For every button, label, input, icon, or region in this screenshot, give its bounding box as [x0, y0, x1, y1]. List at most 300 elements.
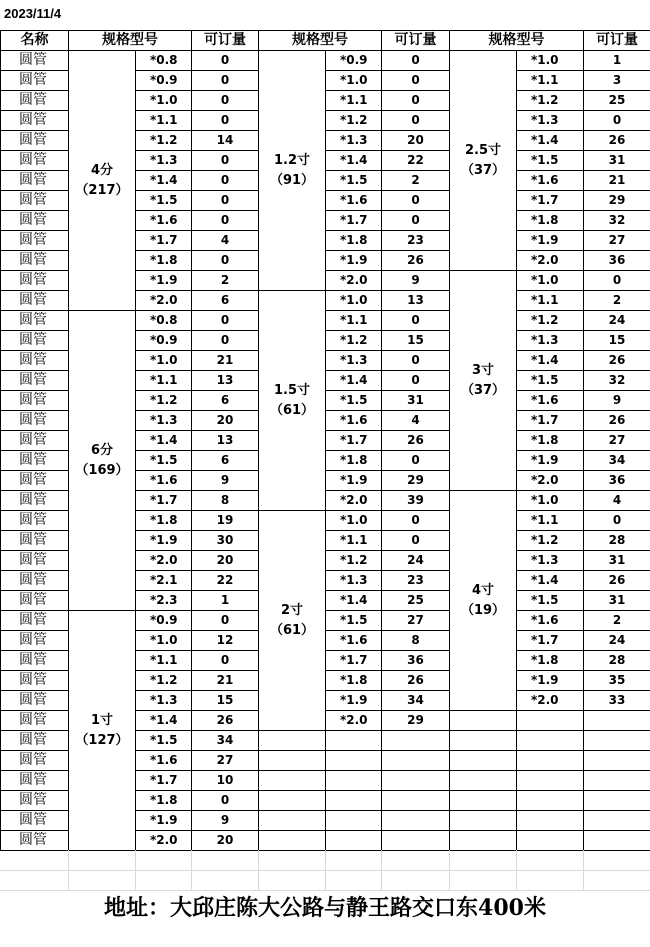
- qty-cell: 28: [584, 651, 650, 671]
- spec-cell: *1.2: [517, 91, 584, 111]
- qty-cell: 2: [584, 611, 650, 631]
- qty-cell: 29: [584, 191, 650, 211]
- spec-cell: *1.4: [136, 431, 192, 451]
- empty-cell: [517, 771, 584, 791]
- spec-cell: *1.4: [326, 591, 382, 611]
- item-name-cell: 圆管: [1, 231, 69, 251]
- item-name-cell: 圆管: [1, 331, 69, 351]
- spec-cell: *1.4: [517, 351, 584, 371]
- empty-cell: [382, 731, 450, 751]
- group-total: （217）: [69, 181, 135, 201]
- qty-cell: 0: [382, 191, 450, 211]
- group-label: 1.2寸: [259, 151, 325, 171]
- spec-cell: *2.0: [517, 251, 584, 271]
- spec-cell: *1.1: [136, 111, 192, 131]
- qty-cell: 0: [382, 511, 450, 531]
- empty-cell: [450, 771, 517, 791]
- spec-cell: *1.0: [136, 631, 192, 651]
- spec-cell: *0.8: [136, 51, 192, 71]
- empty-cell: [326, 771, 382, 791]
- spec-cell: *2.0: [136, 291, 192, 311]
- qty-cell: 15: [584, 331, 650, 351]
- spec-cell: *1.8: [136, 791, 192, 811]
- header-spec-2: 规格型号: [259, 31, 382, 51]
- empty-cell: [259, 811, 326, 831]
- item-name-cell: 圆管: [1, 511, 69, 531]
- spec-cell: *1.3: [326, 351, 382, 371]
- spec-cell: *0.9: [136, 611, 192, 631]
- item-name-cell: 圆管: [1, 171, 69, 191]
- qty-cell: 0: [192, 251, 259, 271]
- item-name-cell: 圆管: [1, 711, 69, 731]
- spec-cell: *1.4: [326, 371, 382, 391]
- qty-cell: 4: [382, 411, 450, 431]
- spec-cell: *1.7: [517, 631, 584, 651]
- qty-cell: 27: [584, 231, 650, 251]
- qty-cell: 0: [192, 211, 259, 231]
- spec-cell: *1.5: [136, 451, 192, 471]
- spec-cell: *1.9: [136, 811, 192, 831]
- empty-cell: [382, 811, 450, 831]
- spec-cell: *1.1: [136, 651, 192, 671]
- qty-cell: 24: [584, 631, 650, 651]
- spec-cell: *1.5: [326, 391, 382, 411]
- spec-cell: *1.6: [136, 471, 192, 491]
- spec-cell: *1.5: [517, 371, 584, 391]
- item-name-cell: 圆管: [1, 571, 69, 591]
- qty-cell: 34: [584, 451, 650, 471]
- spec-cell: *1.7: [517, 191, 584, 211]
- spec-cell: *1.9: [136, 271, 192, 291]
- group-label: 3寸: [450, 361, 516, 381]
- spec-cell: *1.5: [136, 191, 192, 211]
- qty-cell: 15: [382, 331, 450, 351]
- qty-cell: 33: [584, 691, 650, 711]
- qty-cell: 20: [192, 411, 259, 431]
- qty-cell: 20: [192, 551, 259, 571]
- qty-cell: 0: [192, 91, 259, 111]
- qty-cell: 25: [382, 591, 450, 611]
- spec-cell: *2.0: [517, 471, 584, 491]
- empty-cell: [450, 811, 517, 831]
- spec-cell: *1.4: [136, 171, 192, 191]
- spec-cell: *1.2: [136, 671, 192, 691]
- item-name-cell: 圆管: [1, 451, 69, 471]
- qty-cell: 0: [382, 351, 450, 371]
- empty-cell: [450, 751, 517, 771]
- spec-cell: *1.3: [517, 331, 584, 351]
- qty-cell: 9: [192, 811, 259, 831]
- table-row: [1, 611, 650, 631]
- group-total: （19）: [450, 601, 516, 621]
- spec-cell: *1.8: [517, 651, 584, 671]
- qty-cell: 21: [192, 671, 259, 691]
- qty-cell: 6: [192, 451, 259, 471]
- address-line: 地址：大邱庄陈大公路与静王路交口东400米: [0, 890, 650, 947]
- qty-cell: 13: [192, 431, 259, 451]
- spec-cell: *1.9: [326, 251, 382, 271]
- item-name-cell: 圆管: [1, 611, 69, 631]
- item-name-cell: 圆管: [1, 731, 69, 751]
- spec-cell: *1.8: [326, 231, 382, 251]
- group-total: （127）: [69, 731, 135, 751]
- spec-cell: *1.0: [326, 71, 382, 91]
- group-label: 2寸: [259, 601, 325, 621]
- group-total: （91）: [259, 171, 325, 191]
- qty-cell: 26: [192, 711, 259, 731]
- item-name-cell: 圆管: [1, 71, 69, 91]
- qty-cell: 25: [584, 91, 650, 111]
- item-name-cell: 圆管: [1, 431, 69, 451]
- spec-cell: *1.3: [326, 131, 382, 151]
- spec-cell: *1.0: [517, 51, 584, 71]
- spec-cell: *1.6: [326, 411, 382, 431]
- item-name-cell: 圆管: [1, 51, 69, 71]
- spec-cell: *0.8: [136, 311, 192, 331]
- spec-cell: *1.7: [136, 231, 192, 251]
- qty-cell: 0: [382, 91, 450, 111]
- header-qty-3: 可订量: [584, 31, 650, 51]
- spec-cell: *1.4: [517, 131, 584, 151]
- group-size-cell: [450, 491, 517, 711]
- qty-cell: 19: [192, 511, 259, 531]
- qty-cell: 12: [192, 631, 259, 651]
- spec-cell: *1.8: [136, 251, 192, 271]
- item-name-cell: 圆管: [1, 671, 69, 691]
- qty-cell: 0: [382, 211, 450, 231]
- qty-cell: 34: [192, 731, 259, 751]
- spec-cell: *0.9: [326, 51, 382, 71]
- group-label: 6分: [69, 441, 135, 461]
- item-name-cell: 圆管: [1, 831, 69, 851]
- item-name-cell: 圆管: [1, 111, 69, 131]
- qty-cell: 0: [382, 51, 450, 71]
- qty-cell: 24: [584, 311, 650, 331]
- spec-cell: *1.3: [136, 691, 192, 711]
- empty-cell: [517, 711, 584, 731]
- qty-cell: 31: [584, 151, 650, 171]
- spec-cell: *1.7: [326, 431, 382, 451]
- qty-cell: 26: [584, 571, 650, 591]
- empty-cell: [382, 831, 450, 851]
- group-size-cell: [450, 271, 517, 491]
- item-name-cell: 圆管: [1, 751, 69, 771]
- spec-cell: *0.9: [136, 71, 192, 91]
- item-name-cell: 圆管: [1, 91, 69, 111]
- group-size-cell: [259, 511, 326, 731]
- group-size-cell: [450, 51, 517, 271]
- qty-cell: 31: [382, 391, 450, 411]
- spec-cell: *1.2: [517, 311, 584, 331]
- empty-cell: [326, 831, 382, 851]
- empty-cell: [584, 831, 650, 851]
- spec-cell: *1.3: [517, 111, 584, 131]
- qty-cell: 6: [192, 291, 259, 311]
- spec-cell: *1.0: [136, 351, 192, 371]
- item-name-cell: 圆管: [1, 531, 69, 551]
- spec-cell: *1.6: [326, 191, 382, 211]
- qty-cell: 27: [192, 751, 259, 771]
- spec-cell: *1.1: [136, 371, 192, 391]
- qty-cell: 32: [584, 211, 650, 231]
- spec-cell: *1.2: [326, 331, 382, 351]
- qty-cell: 8: [192, 491, 259, 511]
- spec-cell: *2.0: [326, 271, 382, 291]
- item-name-cell: 圆管: [1, 691, 69, 711]
- spec-cell: *2.0: [136, 551, 192, 571]
- spec-cell: *2.3: [136, 591, 192, 611]
- qty-cell: 22: [192, 571, 259, 591]
- qty-cell: 9: [584, 391, 650, 411]
- qty-cell: 36: [584, 251, 650, 271]
- qty-cell: 21: [192, 351, 259, 371]
- qty-cell: 30: [192, 531, 259, 551]
- spec-cell: *1.2: [136, 131, 192, 151]
- spec-cell: *1.1: [326, 531, 382, 551]
- qty-cell: 0: [192, 111, 259, 131]
- qty-cell: 21: [584, 171, 650, 191]
- spec-cell: *1.1: [517, 511, 584, 531]
- qty-cell: 26: [584, 131, 650, 151]
- qty-cell: 0: [192, 191, 259, 211]
- item-name-cell: 圆管: [1, 131, 69, 151]
- inventory-table: [0, 30, 650, 851]
- table-row: [1, 311, 650, 331]
- group-label: 1.5寸: [259, 381, 325, 401]
- qty-cell: 20: [192, 831, 259, 851]
- empty-cell: [584, 771, 650, 791]
- spec-cell: *1.9: [517, 451, 584, 471]
- spec-cell: *1.2: [136, 391, 192, 411]
- qty-cell: 0: [382, 451, 450, 471]
- item-name-cell: 圆管: [1, 151, 69, 171]
- spec-cell: *1.6: [326, 631, 382, 651]
- qty-cell: 10: [192, 771, 259, 791]
- spec-cell: *2.1: [136, 571, 192, 591]
- qty-cell: 32: [584, 371, 650, 391]
- spec-cell: *1.3: [326, 571, 382, 591]
- spec-cell: *1.9: [326, 691, 382, 711]
- spec-cell: *1.3: [136, 151, 192, 171]
- qty-cell: 0: [382, 71, 450, 91]
- qty-cell: 0: [382, 311, 450, 331]
- empty-cell: [584, 731, 650, 751]
- qty-cell: 8: [382, 631, 450, 651]
- spec-cell: *1.2: [326, 111, 382, 131]
- item-name-cell: 圆管: [1, 811, 69, 831]
- empty-cell: [517, 811, 584, 831]
- qty-cell: 13: [382, 291, 450, 311]
- spec-cell: *1.6: [136, 211, 192, 231]
- qty-cell: 0: [192, 611, 259, 631]
- spec-cell: *2.0: [517, 691, 584, 711]
- qty-cell: 6: [192, 391, 259, 411]
- item-name-cell: 圆管: [1, 351, 69, 371]
- qty-cell: 1: [584, 51, 650, 71]
- spec-cell: *1.3: [517, 551, 584, 571]
- qty-cell: 15: [192, 691, 259, 711]
- item-name-cell: 圆管: [1, 551, 69, 571]
- spec-cell: *1.8: [326, 671, 382, 691]
- spec-cell: *1.5: [326, 611, 382, 631]
- empty-cell: [517, 791, 584, 811]
- qty-cell: 28: [584, 531, 650, 551]
- qty-cell: 31: [584, 551, 650, 571]
- group-size-cell: [69, 611, 136, 851]
- group-total: （37）: [450, 161, 516, 181]
- item-name-cell: 圆管: [1, 291, 69, 311]
- group-total: （169）: [69, 461, 135, 481]
- spec-cell: *1.1: [326, 91, 382, 111]
- empty-cell: [584, 811, 650, 831]
- qty-cell: 35: [584, 671, 650, 691]
- item-name-cell: 圆管: [1, 211, 69, 231]
- spec-cell: *1.7: [517, 411, 584, 431]
- spec-cell: *1.7: [136, 771, 192, 791]
- group-size-cell: [69, 311, 136, 611]
- empty-cell: [517, 731, 584, 751]
- spec-cell: *2.0: [326, 711, 382, 731]
- spec-cell: *1.9: [326, 471, 382, 491]
- item-name-cell: 圆管: [1, 591, 69, 611]
- qty-cell: 0: [192, 791, 259, 811]
- empty-cell: [382, 771, 450, 791]
- empty-cell: [259, 831, 326, 851]
- qty-cell: 0: [382, 111, 450, 131]
- empty-grid-area: [0, 850, 650, 890]
- spec-cell: *1.5: [517, 591, 584, 611]
- spec-cell: *1.1: [517, 291, 584, 311]
- spec-cell: *1.8: [136, 511, 192, 531]
- qty-cell: 26: [382, 431, 450, 451]
- group-size-cell: [259, 291, 326, 511]
- empty-cell: [259, 771, 326, 791]
- empty-cell: [584, 791, 650, 811]
- qty-cell: 0: [584, 511, 650, 531]
- qty-cell: 23: [382, 231, 450, 251]
- item-name-cell: 圆管: [1, 771, 69, 791]
- qty-cell: 0: [192, 311, 259, 331]
- spec-cell: *1.8: [517, 211, 584, 231]
- qty-cell: 1: [192, 591, 259, 611]
- spec-cell: *2.0: [326, 491, 382, 511]
- group-label: 1寸: [69, 711, 135, 731]
- empty-cell: [326, 811, 382, 831]
- spec-cell: *0.9: [136, 331, 192, 351]
- qty-cell: 26: [584, 351, 650, 371]
- spec-cell: *1.1: [326, 311, 382, 331]
- group-label: 2.5寸: [450, 141, 516, 161]
- qty-cell: 24: [382, 551, 450, 571]
- qty-cell: 23: [382, 571, 450, 591]
- qty-cell: 29: [382, 471, 450, 491]
- qty-cell: 26: [584, 411, 650, 431]
- item-name-cell: 圆管: [1, 251, 69, 271]
- qty-cell: 39: [382, 491, 450, 511]
- qty-cell: 31: [584, 591, 650, 611]
- spec-cell: *1.9: [517, 671, 584, 691]
- qty-cell: 2: [192, 271, 259, 291]
- item-name-cell: 圆管: [1, 311, 69, 331]
- item-name-cell: 圆管: [1, 491, 69, 511]
- empty-cell: [259, 791, 326, 811]
- empty-cell: [584, 711, 650, 731]
- report-date: 2023/11/4: [4, 6, 61, 21]
- spec-cell: *1.3: [136, 411, 192, 431]
- spec-cell: *1.6: [517, 391, 584, 411]
- empty-cell: [584, 751, 650, 771]
- qty-cell: 9: [192, 471, 259, 491]
- header-spec-3: 规格型号: [450, 31, 584, 51]
- item-name-cell: 圆管: [1, 371, 69, 391]
- table-row: [1, 51, 650, 71]
- empty-cell: [450, 791, 517, 811]
- spec-cell: *1.6: [136, 751, 192, 771]
- group-size-cell: [259, 51, 326, 291]
- spec-cell: *1.6: [517, 611, 584, 631]
- spec-cell: *1.5: [136, 731, 192, 751]
- qty-cell: 27: [584, 431, 650, 451]
- header-qty-1: 可订量: [192, 31, 259, 51]
- qty-cell: 0: [192, 331, 259, 351]
- qty-cell: 0: [192, 71, 259, 91]
- item-name-cell: 圆管: [1, 471, 69, 491]
- qty-cell: 26: [382, 251, 450, 271]
- spec-cell: *1.4: [517, 571, 584, 591]
- group-label: 4分: [69, 161, 135, 181]
- header-name: 名称: [1, 31, 69, 51]
- qty-cell: 9: [382, 271, 450, 291]
- empty-cell: [517, 831, 584, 851]
- qty-cell: 36: [584, 471, 650, 491]
- qty-cell: 0: [382, 371, 450, 391]
- item-name-cell: 圆管: [1, 191, 69, 211]
- spec-cell: *1.1: [517, 71, 584, 91]
- qty-cell: 3: [584, 71, 650, 91]
- spec-cell: *1.5: [517, 151, 584, 171]
- qty-cell: 20: [382, 131, 450, 151]
- spec-cell: *1.7: [136, 491, 192, 511]
- group-total: （61）: [259, 621, 325, 641]
- qty-cell: 34: [382, 691, 450, 711]
- item-name-cell: 圆管: [1, 651, 69, 671]
- spec-cell: *1.0: [326, 291, 382, 311]
- empty-cell: [259, 751, 326, 771]
- empty-cell: [450, 711, 517, 731]
- empty-cell: [450, 831, 517, 851]
- qty-cell: 4: [192, 231, 259, 251]
- spec-cell: *1.8: [517, 431, 584, 451]
- qty-cell: 0: [192, 651, 259, 671]
- spec-cell: *1.0: [517, 271, 584, 291]
- spec-cell: *1.8: [326, 451, 382, 471]
- spec-cell: *1.0: [136, 91, 192, 111]
- item-name-cell: 圆管: [1, 411, 69, 431]
- group-size-cell: [69, 51, 136, 311]
- qty-cell: 2: [584, 291, 650, 311]
- table-body: [1, 51, 650, 851]
- qty-cell: 13: [192, 371, 259, 391]
- item-name-cell: 圆管: [1, 271, 69, 291]
- spec-cell: *2.0: [136, 831, 192, 851]
- header-row: [1, 31, 650, 51]
- spec-cell: *1.4: [136, 711, 192, 731]
- spec-cell: *1.7: [326, 211, 382, 231]
- empty-cell: [259, 731, 326, 751]
- item-name-cell: 圆管: [1, 631, 69, 651]
- qty-cell: 36: [382, 651, 450, 671]
- header-qty-2: 可订量: [382, 31, 450, 51]
